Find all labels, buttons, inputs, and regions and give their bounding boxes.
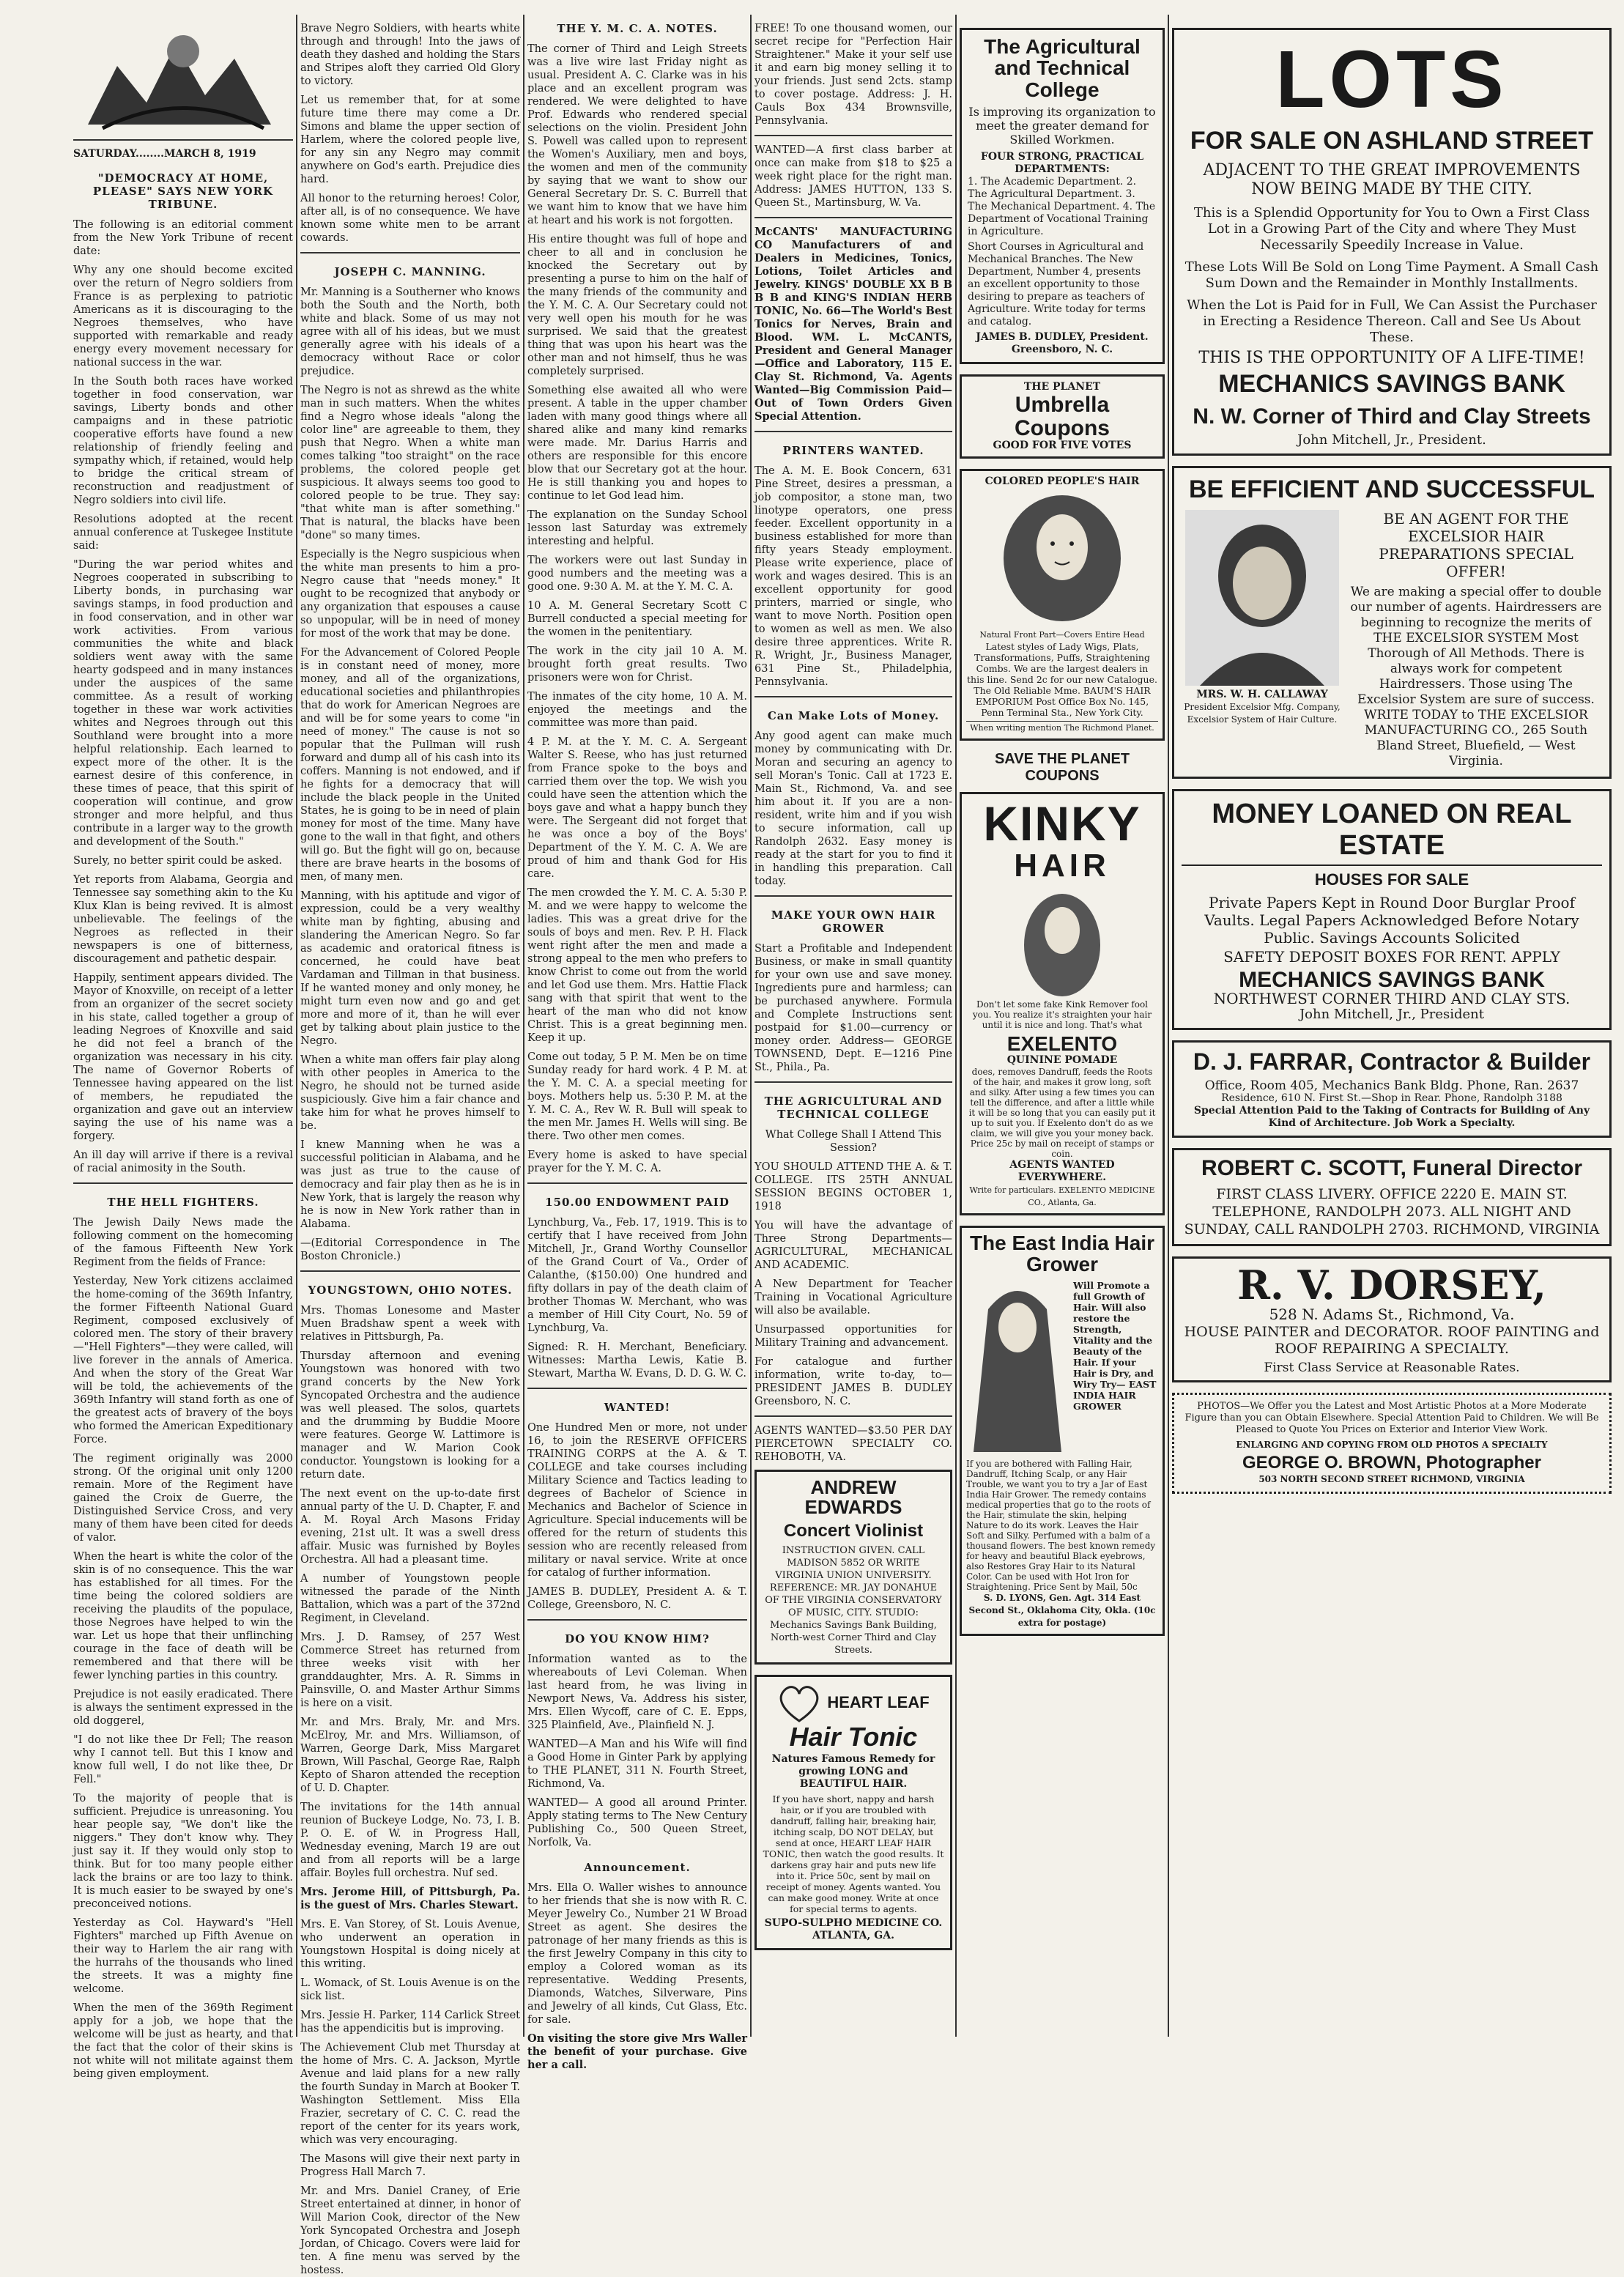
ad-title: The East India Hair Grower xyxy=(969,1232,1155,1276)
article-paragraph: Mrs. Thomas Lonesome and Master Muen Bradshaw spent a week with relatives in Pittsburgh, Pa. xyxy=(300,1305,520,1343)
column-1 xyxy=(73,22,293,2080)
column-rule xyxy=(523,15,524,2037)
column-rule xyxy=(955,15,957,2037)
ad-line: This is a Splendid Opportunity for You to Own a First Class Lot in a Growing Part of the City and where They Must Necessarily Speedily Increase in Value. xyxy=(1193,204,1590,253)
ad-note: When writing mention The Richmond Planet. xyxy=(966,721,1158,734)
article-paragraph: Every home is asked to have special prayer for the Y. M. C. A. xyxy=(527,1149,747,1174)
column-4 xyxy=(754,22,952,2029)
article-paragraph: To the majority of people that is sufficient. Prejudice is unreasoning. You hear people say, "We don't like the niggers." They don't know why. They just say it. If they would only stop to think. But for too many people either lack the brains or are too lazy to think. It is much easier to be swayed by one's preconceived notions. xyxy=(73,1793,293,1910)
article-paragraph: Mrs. J. D. Ramsey, of 257 West Commerce Street has returned from three weeks visit with her granddaughter, Mrs. A. R. Simms in Painsville, O. and Master Arthur Simms is here on a visit. xyxy=(300,1632,520,1709)
column-rule xyxy=(750,15,752,2037)
article-paragraph: 4 P. M. at the Y. M. C. A. Sergeant Walter S. Reese, who has just returned from France spoke to the boys and carried them over the top. We wish you could have seen the attention which the boys gave and what a happy bunch they were. The Sergeant did not forget that he was once a boy of the Boys' Department of the Y. M. C. A. We are proud of him and thank God for His care. xyxy=(527,736,747,880)
classified-ad: What College Shall I Attend This Session? xyxy=(765,1129,942,1154)
ad-brand: EXELENTO xyxy=(1006,1032,1118,1055)
ad-address: 503 NORTH SECOND STREET RICHMOND, VIRGINIA xyxy=(1258,1474,1525,1485)
ad-title: The Agricultural and Technical College xyxy=(984,35,1141,101)
ad-president: John Mitchell, Jr., President xyxy=(1299,1006,1485,1022)
article-paragraph: Mrs. E. Van Storey, of St. Louis Avenue, who underwent an operation in Youngstown Hospital is doing nicely at this writing. xyxy=(300,1919,520,1970)
article-paragraph: Signed: R. H. Merchant, Beneficiary. Witnesses: Martha Lewis, Katie B. Stewart, Martha W. Evans, D. D. G. W. C. xyxy=(527,1341,747,1380)
article-paragraph: Especially is the Negro suspicious when the white man presents to him a pro-Negro cause that "needs money." It ought to be recognized that anybody or any organization that espouses a cause so unpopular, will be in need of money for most of the work that may be done. xyxy=(300,549,520,640)
ad-address: NORTHWEST CORNER THIRD AND CLAY STS. xyxy=(1213,989,1571,1007)
ad-body: If you have short, nappy and harsh hair, or if you are troubled with dandruff, falling hair, breaking hair, itching scalp, DO NOT DELAY, but send at once, HEART LEAF HAIR TONIC, then watch the good results. It darkens gray hair and puts new life into it. Price 50c, sent by mail on receipt of money. Agents wanted. You can make good money. Write at once for special terms to agents. xyxy=(763,1793,944,1915)
article-paragraph: The regiment originally was 2000 strong. Of the original unit only 1200 remain. More of the Regiment have gained the Croix de Guerre, the Distinguished Service Cross, and very many of them have been cited for deeds of valor. xyxy=(73,1453,293,1544)
section-divider xyxy=(754,431,952,432)
ad-line: Special Attention Paid to the Taking of Contracts for Building of Any Kind of Architecture. Job Work a Specialty. xyxy=(1193,1104,1590,1129)
ad-body: If you are bothered with Falling Hair, Dandruff, Itching Scalp, or any Hair Trouble, we want you to try a Jar of East India Hair Grower. The remedy contains medical properties that go to the roots of the Hair, stimulate the skin, helping Nature to do its work. Leaves the Hair Soft and Silky. Perfumed with a balm of a thousand flowers. The best known remedy for heavy and beautiful Black eyebrows, also Restores Gray Hair to its Natural Color. Can be used with Hot Iron for Straightening. Price Sent by Mail, 50c xyxy=(966,1458,1156,1592)
classified-ad: Unsurpassed opportunities for Military Training and advancement. xyxy=(754,1324,952,1349)
section-divider xyxy=(754,1415,952,1417)
ad-colored-peoples-hair xyxy=(960,469,1165,741)
article-paragraph: 10 A. M. General Secretary Scott C Burrell conducted a special meeting for the women in the penitentiary. xyxy=(527,600,747,638)
classified-ad: AGENTS WANTED—$3.50 PER DAY PIERCETOWN SPECIALTY CO. REHOBOTH, VA. xyxy=(754,1425,952,1463)
ad-address: N. W. Corner of Third and Clay Streets xyxy=(1193,404,1591,429)
ad-line: These Lots Will Be Sold on Long Time Payment. A Small Cash Sum Down and the Remainder in Monthly Installments. xyxy=(1184,259,1599,291)
ad-row xyxy=(966,1280,1158,1456)
ad-text-block xyxy=(1350,510,1602,769)
ad-subtitle: Concert Violinist xyxy=(783,1520,924,1541)
ad-title-2: HAIR xyxy=(1014,848,1111,884)
ad-sub: GOOD FOR FIVE VOTES xyxy=(993,440,1132,452)
article-paragraph: WANTED—A Man and his Wife will find a Good Home in Ginter Park by applying to THE PLANET, 311 N. Fourth Street, Richmond, Va. xyxy=(527,1739,747,1790)
article-paragraph: L. Womack, of St. Louis Avenue is on the sick list. xyxy=(300,1977,520,2002)
classified-ad: FREE! To one thousand women, our secret recipe for "Perfection Hair Straightener." Make it your self use it and earn big money selling it to your friends. Just send 2cts. stamp to cover postage. Address: J. H. Cauls Box 434 Brownsville, Pennsylvania. xyxy=(754,23,952,127)
ad-brand: HEART LEAF xyxy=(827,1693,930,1712)
article-paragraph: Resolutions adopted at the recent annual conference at Tuskegee Institute said: xyxy=(73,514,293,552)
section-divider xyxy=(754,1081,952,1083)
section-divider xyxy=(754,135,952,136)
woman-portrait-icon xyxy=(1000,492,1124,624)
ad-body: Don't let some fake Kink Remover fool you. You realize it's straighten your hair until it is nice and long. That's what xyxy=(972,999,1152,1030)
article-paragraph: The next event on the up-to-date first annual party of the U. D. Chapter, F. and A. M. Royal Arch Masons Friday evening, 21st ult. It was a swell dress affair. Music was furnished by Boyles Orchestra. All had a pleasant time. xyxy=(300,1488,520,1566)
ad-title: R. V. DORSEY, xyxy=(1237,1261,1546,1308)
article-paragraph: All honor to the returning heroes! Color, after all, is of no consequence. We have known some white men to be arrant cowards. xyxy=(300,193,520,244)
classified-ad: A New Department for Teacher Training in Vocational Agriculture will also be available. xyxy=(754,1278,952,1317)
ad-title: Umbrella Coupons xyxy=(1015,393,1110,440)
column-6 xyxy=(1172,22,1612,2029)
ad-top: THE PLANET xyxy=(1023,381,1101,393)
ad-body: Private Papers Kept in Round Door Burglar Proof Vaults. Legal Papers Acknowledged Before Notary Public. Savings Accounts Solicited xyxy=(1204,893,1579,947)
ad-title: ROBERT C. SCOTT, Funeral Director xyxy=(1201,1155,1583,1180)
article-paragraph: His entire thought was full of hope and cheer to all and in conclusion he knocked the Secretary out by presenting a purse to him on the half of the many friends of the community and the Y. M. C. A. Our Secretary could not very well open his mouth for he was surprised. We said that the greatest thing that was upon his heart was the other man and not himself, thus he was completely surprised. xyxy=(527,234,747,377)
section-divider xyxy=(527,1182,747,1184)
section-divider xyxy=(300,1270,520,1272)
article-paragraph: JAMES B. DUDLEY, President A. & T. College, Greensboro, N. C. xyxy=(527,1586,747,1611)
ad-be-efficient xyxy=(1172,466,1612,779)
ad-subhead: FOUR STRONG, PRACTICAL DEPARTMENTS: xyxy=(980,151,1144,176)
section-divider xyxy=(527,1619,747,1621)
article-paragraph: The men crowded the Y. M. C. A. 5:30 P. M. and we were happy to welcome the ladies. This was a great drive for the souls of boys and men. Rev. P. H. Flack went right after the men and made a strong appeal to the men who prefers to know Christ to come out from the world and let God use them. Mrs. Hattie Flack sang with that spirit that went to the heart of the man who did not know Christ. This is a great beginning men. Keep it up. xyxy=(527,887,747,1044)
ad-heart-leaf xyxy=(754,1675,952,1951)
article-paragraph: The work in the city jail 10 A. M. brought forth great results. Two prisoners were won for Christ. xyxy=(527,645,747,684)
ad-robert-scott-funeral xyxy=(1172,1148,1612,1246)
headline: DO YOU KNOW HIM? xyxy=(565,1632,710,1645)
masthead-illustration-icon xyxy=(73,22,293,136)
headline: WANTED! xyxy=(604,1401,671,1414)
ad-line: ADJACENT TO THE GREAT IMPROVEMENTS NOW BEING MADE BY THE CITY. xyxy=(1203,160,1581,199)
headline: THE AGRICULTURAL AND TECHNICAL COLLEGE xyxy=(764,1095,943,1121)
article-paragraph: Happily, sentiment appears divided. The Mayor of Knoxville, on receipt of a letter from an organizer of the secret society in his state, called together a group of leading Negroes of Knoxville and said he did not feel a branch of the organization was necessary in his city. The name of Governor Roberts of Tennessee having appeared on the list of members, he repudiated the organization and gave out an interview saying the use of his name was a forgery. xyxy=(73,972,293,1142)
article-paragraph: An ill day will arrive if there is a revival of racial animosity in the South. xyxy=(73,1149,293,1174)
headline: JOSEPH C. MANNING. xyxy=(334,265,486,278)
ad-body: Latest styles of Lady Wigs, Plats, Transformations, Puffs, Straightening Combs. We are the largest dealers in this line. Send 2c for our new Catalogue. The Old Reliable Mme. BAUM'S HAIR EMPORIUM Post Office Box No. 145, Penn Terminal Sta., New York City. xyxy=(967,641,1157,719)
ad-tagline: Natures Famous Remedy for growing LONG and BEAUTIFUL HAIR. xyxy=(771,1753,935,1791)
article-paragraph: When a white man offers fair play along with other peoples in America to the Negro, he should not be turned aside suspiciously. Give him a fair chance and take him for what he proves himself to be. xyxy=(300,1054,520,1132)
ad-line: ENLARGING AND COPYING FROM OLD PHOTOS A SPECIALTY xyxy=(1236,1440,1548,1451)
ad-list: 1. The Academic Department. 2. The Agricultural Department. 3. The Mechanical Department. 4. The Department of Vocational Training in Agriculture. xyxy=(968,176,1156,238)
article-paragraph: The invitations for the 14th annual reunion of Buckeye Lodge, No. 73, I. B. P. O. E. of W. in Progress Hall, Wednesday evening, March 19 are out and from all reports will be a large affair. Boyles full orchestra. Nuf sed. xyxy=(300,1802,520,1879)
ad-title: GEORGE O. BROWN, Photographer xyxy=(1242,1453,1541,1473)
article-paragraph: One Hundred Men or more, not under 16, to join the RESERVE OFFICERS TRAINING CORPS at the A. & T. COLLEGE and take courses including Military Science and Tactics leading to degrees of Bachelor of Science in Mechanics and Bachelor of Science in Agriculture. Special inducements will be offered for the return of students this session who are recently released from military or naval service. Write at once for catalog of further information. xyxy=(527,1422,747,1579)
ad-title: BE EFFICIENT AND SUCCESSFUL xyxy=(1188,475,1595,503)
ad-maker: SUPO-SULPHO MEDICINE CO. ATLANTA, GA. xyxy=(764,1917,943,1942)
heart-leaf-icon xyxy=(777,1683,821,1723)
ad-title: MONEY LOANED ON REAL ESTATE xyxy=(1182,799,1602,866)
ad-signature: JAMES B. DUDLEY, President. Greensboro, N. C. xyxy=(976,331,1149,356)
article-paragraph: Brave Negro Soldiers, with hearts white through and through! Into the jaws of death they dashed and holding the Stars and Stripes aloft they carried Old Glory to victory. xyxy=(300,23,520,87)
ad-president: John Mitchell, Jr., President. xyxy=(1297,432,1486,448)
portrait-name: MRS. W. H. CALLAWAY xyxy=(1196,688,1328,700)
classified-ad: For catalogue and further information, write to-day, to— PRESIDENT JAMES B. DUDLEY Greensboro, N. C. xyxy=(754,1356,952,1407)
article-paragraph: Surely, no better spirit could be asked. xyxy=(73,855,283,867)
classified-ad: McCANTS' MANUFACTURING CO Manufacturers of and Dealers in Medicines, Tonics, Lotions, Toilet Articles and Jewelry. KINGS' DOUBLE XX B B B B and KING'S INDIAN HERB TONIC, No. 66—The World's Best Tonics for Nerves, Brain and Blood. WM. L. McCANTS, President and General Manager—Office and Laboratory, 115 E. Clay St. Richmond, Va. Agents Wanted—Big Commission Paid—Out of Town Orders Given Special Attention. xyxy=(754,226,952,423)
ad-body: HOUSE PAINTER and DECORATOR. ROOF PAINTING and ROOF REPAIRING A SPECIALTY. xyxy=(1184,1324,1600,1358)
ad-lots-for-sale xyxy=(1172,28,1612,456)
ad-body: PHOTOS—We Offer you the Latest and Most Artistic Photos at a More Moderate Figure than you can Obtain Elsewhere. Special Attention Paid to Children. We will Be Pleased to Quote You Prices on Exterior and Interior View Work. xyxy=(1184,1401,1599,1436)
article-paragraph: The Negro is not as shrewd as the white man in such matters. When the whites find a Negro whose ideals "along the color line" are agreeable to them, they push that Negro. When a white man comes talking "too straight" on the race problems, the colored people get suspicious. It always seems too good to colored people to be true. They say: "that white man is after something." That is natural, the blacks have been "done" so many times. xyxy=(300,385,520,541)
classified-ad: Start a Profitable and Independent Business, or make in small quantity for your own use and save money. Ingredients pure and harmless; can be purchased anywhere. Formula and Complete Instructions sent postpaid for $1.00—currency or money order. Address— GEORGE TOWNSEND, Dept. E—1216 Pine St., Phila., Pa. xyxy=(754,943,952,1073)
article-paragraph: Manning, with his aptitude and vigor of expression, could be a very wealthy white man by fighting, abusing and slandering the American Negro. So far as academic and oratorical fitness is concerned, he could have beat Vardaman and Tillman in that business. If he wanted money and only money, he might turn even now and go and get more and more of it, than he will ever get by talking about plain justice to the Negro. xyxy=(300,890,520,1047)
editorial-masthead-emblem xyxy=(73,22,293,141)
article-paragraph: The explanation on the Sunday School lesson last Saturday was extremely interesting and helpful. xyxy=(527,509,747,547)
headline: PRINTERS WANTED. xyxy=(782,444,924,457)
ad-address: 528 N. Adams St., Richmond, Va. xyxy=(1269,1306,1515,1324)
classified-ad: The A. M. E. Book Concern, 631 Pine Street, desires a pressman, a job compositor, a stone man, two linotype operators, one press feeder. Excellent opportunity in a business established for more than fifty years Steady employment. Please write experience, place of work and wages desired. This is an excellent opportunity for good printers, married or single, who want to move North. Position open to women as well as men. We also desire three apprentices. Write R. R. Wright, Jr., Business Manager, 631 Pine St., Philadelphia, Pennsylvania. xyxy=(754,465,952,688)
article-paragraph: "During the war period whites and Negroes cooperated in subscribing to Liberty bonds, in purchasing war savings stamps, in food production and in food conservation, and in other war work activities. From various communities the white and black soldiers went away with the same hearty godspeed and in many instances under the auspices of the same committee. As a result of working together in these war work activities whites and Negroes through out this Southland were brought into a more helpful relationship. Each learned to expect more of the other. It is the earnest desire of this conference, in these times of peace, that this spirit of cooperation will continue, and grow stronger and more helpful, and thus contribute in a larger way to the growth and development of the South." xyxy=(73,559,293,848)
article-paragraph: The Jewish Daily News made the following comment on the homecoming of the famous Fifteenth New York Regiment from the fields of France: xyxy=(73,1217,293,1268)
article-paragraph: Information wanted as to the whereabouts of Levi Coleman. When last heard from, he was living in Newport News, Va. Address his sister, Mrs. Ellen Wycoff, care of C. E. Epps, 325 Plainfield, Ave., Plainfield N. J. xyxy=(527,1654,747,1731)
portrait-photo-icon xyxy=(1185,510,1339,686)
article-paragraph: The following is an editorial comment from the New York Tribune of recent date: xyxy=(73,219,293,257)
article-paragraph: Mrs. Jessie H. Parker, 114 Carlick Street has the appendicitis but is improving. xyxy=(300,2010,520,2035)
section-divider xyxy=(73,1182,293,1184)
article-paragraph: When the men of the 369th Regiment apply for a job, we hope that the welcome will be just as hearty, and that the fact that the color of their skins is not white will not militate against them being given employment. xyxy=(73,2002,293,2080)
article-paragraph: —(Editorial Correspondence in The Boston Chronicle.) xyxy=(300,1237,520,1262)
ad-agricultural-college xyxy=(960,28,1165,364)
ad-line: THIS IS THE OPPORTUNITY OF A LIFE-TIME! xyxy=(1198,348,1585,367)
ad-title: KINKY xyxy=(983,796,1141,851)
headline: YOUNGSTOWN, OHIO NOTES. xyxy=(308,1284,513,1297)
issue-date: SATURDAY........MARCH 8, 1919 xyxy=(73,148,256,160)
article-paragraph: In the South both races have worked together in food conservation, war savings, Liberty bonds and other campaigns and in these patriotic cooperative efforts have found a new relationship of friendly feeling and sympathy which, if retained, would help to bridge the critical stream of reconstruction and readjustment of Negro soldiers into civil life. xyxy=(73,376,293,506)
article-paragraph: I knew Manning when he was a successful politician in Alabama, and he was just as true to the cause of democracy and fair play then as he is in New York, that is largely the reason why he is now in New York rather than in Alabama. xyxy=(300,1139,520,1230)
article-paragraph: Why any one should become excited over the return of Negro soldiers from France is as perplexing to patriotic Americans as it is discouraging to the Negroes themselves, who have supported with remarkable and ready energy every movement necessary for national success in the war. xyxy=(73,264,293,369)
ad-title: Hair Tonic xyxy=(789,1721,918,1752)
classified-ad: You will have the advantage of Three Strong Departments— AGRICULTURAL, MECHANICAL AND ACADEMIC. xyxy=(754,1220,952,1271)
column-2 xyxy=(300,22,520,2276)
article-paragraph: The corner of Third and Leigh Streets was a live wire last Friday night as usual. President A. C. Clarke was in his place and an excellent program was rendered. We were delighted to have Prof. Edwards who rendered special selections on the violin. President John S. Powell was called upon to represent the Women's Auxiliary, men and boys, the women and men of the community by saying that we want to show our General Secretary Dr. S. C. Burrell that we want him to know that we have him at heart and his work is not forgotten. xyxy=(527,43,747,226)
headline: "DEMOCRACY AT HOME, PLEASE" SAYS NEW YORK TRIBUNE. xyxy=(92,171,274,211)
article-paragraph: Come out today, 5 P. M. Men be on time Sunday ready for hard work. 4 P. M. at the Y. M. C. A. a special meeting for boys. Mothers help us. 5:30 P. M. at the Y. M. C. A., Rev W. R. Bull will speak to the men Mr. James H. Wells will sing. Be there. Two other men comes. xyxy=(527,1051,747,1142)
headline: THE HELL FIGHTERS. xyxy=(107,1196,259,1209)
ad-side-text: Will Promote a full Growth of Hair. Will also restore the Strength, Vitality and the Beauty of the Hair. If your Hair is Dry, and Wiry Try— EAST INDIA HAIR GROWER xyxy=(1073,1279,1157,1412)
article-paragraph: Mr. and Mrs. Daniel Craney, of Erie Street entertained at dinner, in honor of Will Marion Cook, director of the New York Syncopated Orchestra and Joseph Jordan, of Chicago. Covers were laid for ten. A fine menu was served by the hostess. xyxy=(300,2185,520,2276)
ad-kinky-hair xyxy=(960,792,1165,1215)
article-paragraph: A number of Youngstown people witnessed the parade of the Ninth Battalion, which was a part of the 372nd Regiment, in Cleveland. xyxy=(300,1573,520,1624)
ad-title: COLORED PEOPLE'S HAIR xyxy=(985,475,1140,488)
ad-row xyxy=(1182,510,1602,769)
ad-subtitle: FOR SALE ON ASHLAND STREET xyxy=(1190,126,1594,155)
ad-brand-row xyxy=(763,1683,944,1723)
ad-umbrella-coupons xyxy=(960,374,1165,459)
article-paragraph: Yesterday, New York citizens acclaimed the home-coming of the 369th Infantry, the former Fifteenth National Guard Regiment, composed exclusively of colored men. The story of their bravery—"Hell Fighters"—they were called, will live forever in the annals of America. And when the story of the Great War will be told, the achievements of the 369th Infantry will stand forth as one of the greatest acts of bravery of the boys who formed the American Expeditionary Force. xyxy=(73,1276,293,1445)
ad-rv-dorsey xyxy=(1172,1256,1612,1383)
woman-portrait-icon xyxy=(1018,886,1106,996)
ad-maker: S. D. LYONS, Gen. Agt. 314 East Second St., Oklahoma City, Okla. (10c extra for postage) xyxy=(968,1592,1156,1628)
article-paragraph: Mrs. Ella O. Waller wishes to announce to her friends that she is now with R. C. Meyer Jewelry Co., Number 21 W Broad Street as agent. She desires the patronage of her many friends as this is the first Jewelry Company in this city to employ a Colored woman as its representative. Wedding Presents, Diamonds, Watches, Silverware, Pins and Jewelry of all kinds, Cut Glass, Etc. for sale. xyxy=(527,1882,747,2026)
headline: THE Y. M. C. A. NOTES. xyxy=(557,22,718,35)
column-rule xyxy=(1168,15,1169,2037)
section-divider xyxy=(754,696,952,697)
article-paragraph: Mr. Manning is a Southerner who knows both the South and the North, both white and black. Some of us may not agree with all of his ideas, but we must generally agree with his ideals of a democracy without Race or color prejudice. xyxy=(300,286,520,377)
ad-caption: Natural Front Part—Covers Entire Head xyxy=(979,630,1145,640)
ad-title: ANDREW EDWARDS xyxy=(804,1476,902,1519)
column-rule xyxy=(296,15,297,2037)
ad-line: Office, Room 405, Mechanics Bank Bldg. Phone, Ran. 2637 xyxy=(1204,1078,1579,1093)
ad-body: FIRST CLASS LIVERY. OFFICE 2220 E. MAIN ST. TELEPHONE, RANDOLPH 2073. ALL NIGHT AND SUNDAY, CALL RANDOLPH 2703. RICHMOND, VIRGINIA xyxy=(1184,1185,1600,1237)
classified-ad: Any good agent can make much money by communicating with Dr. Moran and securing an agency to sell Moran's Tonic. Call at 1723 E. Main St., Richmond, Va. and see him about it. If you are a non-resident, write him and if you wish to secure information, call up Randolph 2632. Easy money is ready at the start for you to find it in handling this preparation. Call today. xyxy=(754,730,952,887)
ad-money-loaned xyxy=(1172,789,1612,1030)
ad-maker: Write for particulars. EXELENTO MEDICINE CO., Atlanta, Ga. xyxy=(969,1185,1155,1208)
article-paragraph: Mr. and Mrs. Braly, Mr. and Mrs. McElroy, Mr. and Mrs. Williamson, of Warren, George Dark, Miss Margaret Brown, Will Paschal, George Rae, Ralph Kepto of Sharon attended the reception of U. D. Chapter. xyxy=(300,1717,520,1794)
article-paragraph: The inmates of the city home, 10 A. M. enjoyed the meetings and the committee was more than paid. xyxy=(527,691,747,729)
ad-title: LOTS xyxy=(1275,34,1508,125)
ad-farrar-contractor xyxy=(1172,1040,1612,1138)
ad-body: INSTRUCTION GIVEN. CALL MADISON 5852 OR WRITE VIRGINIA UNION UNIVERSITY. REFERENCE: MR. JAY DONAHUE OF THE VIRGINIA CONSERVATORY OF MUSIC, CITY. STUDIO: Mechanics Savings Bank Building, North-west Corner Third and Clay Streets. xyxy=(765,1544,942,1656)
headline: Announcement. xyxy=(584,1861,691,1874)
article-paragraph: Prejudice is not easily eradicated. There is always the sentiment expressed in the old doggerel, xyxy=(73,1689,293,1727)
headline: 150.00 ENDOWMENT PAID xyxy=(545,1196,730,1209)
section-divider xyxy=(754,217,952,218)
classified-ad: YOU SHOULD ATTEND THE A. & T. COLLEGE. ITS 25TH ANNUAL SESSION BEGINS OCTOBER 1, 1918 xyxy=(754,1161,952,1212)
headline: Can Make Lots of Money. xyxy=(767,709,940,722)
ad-line: SAFETY DEPOSIT BOXES FOR RENT. APPLY xyxy=(1223,947,1560,966)
article-paragraph: Yet reports from Alabama, Georgia and Tennessee say something akin to the Ku Klux Klan is being revived. It is almost unbelievable. The feelings of the Negroes as reflected in their newspapers is one of bitterness, discouragement and pathetic despair. xyxy=(73,874,293,965)
ad-line: When the Lot is Paid for in Full, We Can Assist the Purchaser in Erecting a Residence Thereon. Call and See Us About These. xyxy=(1187,297,1597,345)
ad-east-india-hair-grower xyxy=(960,1226,1165,1636)
article-paragraph: Thursday afternoon and evening Youngstown was honored with two grand concerts by the New York Syncopated Orchestra and the audience was well pleased. The solos, quartets and the drumming by Buddie Moore were features. George W. Lattimore is manager and W. Marion Cook conductor. Youngstown is looking for a return date. xyxy=(300,1350,520,1481)
article-paragraph: WANTED— A good all around Printer. Apply stating terms to The New Century Publishing Co., 500 Queen Street, Norfolk, Va. xyxy=(527,1797,747,1848)
column-5 xyxy=(960,22,1165,2029)
article-paragraph: The Masons will give their next party in Progress Hall March 7. xyxy=(300,2153,520,2178)
ad-body: BE AN AGENT FOR THE EXCELSIOR HAIR PREPARATIONS SPECIAL OFFER! xyxy=(1379,509,1573,580)
ad-body: We are making a special offer to double our number of agents. Hairdressers are beginning to recognize the merits of THE EXCELSIOR SYSTEM Most Thorough of All Methods. There is always work for competent Hairdressers. Those using The Excelsior System are sure of success. WRITE TODAY to THE EXCELSIOR MANUFACTURING CO., 265 South Bland Street, Bluefield, — West Virginia. xyxy=(1350,584,1602,769)
article-paragraph: "I do not like thee Dr Fell; The reason why I cannot tell. But this I know and know full well, I do not like thee, Dr Fell." xyxy=(73,1734,293,1785)
section-divider xyxy=(527,1388,747,1389)
ad-brand-2: QUININE POMADE xyxy=(1006,1054,1118,1067)
ad-body: does, removes Dandruff, feeds the Roots of the hair, and makes it grow long, soft and silky. After using a few times you can tell the difference, and after a little while it will be so long that you can easily put it up to suit you. If Exelento don't do as we claim, we will give you your money back. Price 25c by mail on receipt of stamps or coin. xyxy=(968,1067,1156,1160)
classified-ad: WANTED—A first class barber at once can make from $18 to $25 a week right place for the right man. Address: JAMES HUTTON, 133 S. Queen St., Martinsburg, W. Va. xyxy=(754,144,952,209)
article-paragraph: Something else awaited all who were present. A table in the upper chamber laden with many good things where all shared alike and many kind remarks were made. Mr. Darius Harris and others are responsible for this encore blow that our Secretary got at the hour. He is still thanking you and hopes to continue to let God lead him. xyxy=(527,385,747,502)
article-paragraph: Yesterday as Col. Hayward's "Hell Fighters" marched up Fifth Avenue on their way to Harlem the air rang with the hurrahs of the thousands who lined the streets. It was a mighty fine welcome. xyxy=(73,1917,293,1995)
ad-body: Is improving its organization to meet the greater demand for Skilled Workmen. xyxy=(968,105,1156,147)
article-paragraph: For the Advancement of Colored People is in constant need of money, more money, and all of the organizations, educational societies and philanthropies that do work for American Negroes are and will be for some years to come "in need of money." The cause is not so popular that the Pullman will rush forward and dump all of his cash into its coffers. Manning is not endowed, and if he fights for a democracy that will include the black people in the United States, he is going to be in need of plain money for most of the time. Many have gone to the wall in that fight, and others will go. But the fight will go on, because there are brave hearts in the bosoms of men, of many men. xyxy=(300,647,520,883)
coupons-banner: SAVE THE PLANET COUPONS xyxy=(994,751,1130,785)
ad-bank: MECHANICS SAVINGS BANK xyxy=(1218,369,1565,398)
article-paragraph: Let us remember that, for at some future time there may come a Dr. Simons and blame the upper section of Harlem, where the colored people live, for any sin any Negro may commit anywhere on God's earth. Prejudice dies hard. xyxy=(300,95,520,185)
portrait-role: President Excelsior Mfg. Company, Excelsior System of Hair Culture. xyxy=(1184,701,1341,725)
ad-agents: AGENTS WANTED EVERYWHERE. xyxy=(1009,1159,1115,1184)
ad-bank: MECHANICS SAVINGS BANK xyxy=(1239,967,1545,992)
ad-body: Short Courses in Agricultural and Mechanical Branches. The New Department, Number 4, presents an excellent opportunity to those desiring to prepare as teachers of Agriculture. Write today for terms and catalog. xyxy=(968,241,1146,328)
ad-subtitle: HOUSES FOR SALE xyxy=(1314,870,1469,889)
article-paragraph: Lynchburg, Va., Feb. 17, 1919. This is to certify that I have received from John Mitchell, Jr., Grand Worthy Counsellor of the Grand Court of Va., Order of Calanthe, ($150.00) One hundred and fifty dollars in pay of the death claim of brother Thomas W. Merchant, who was a member of Hill City Court, No. 59 of Lynchburg, Va. xyxy=(527,1217,747,1334)
ad-george-brown-photographer xyxy=(1172,1393,1612,1494)
article-paragraph: The Achievement Club met Thursday at the home of Mrs. C. A. Jackson, Myrtle Avenue and laid plans for a new rally the fourth Sunday in March at Booker T. Washington Settlement. Miss Ella Frazier, secretary of C. C. C. read the report of the center for its years work, which was very encouraging. xyxy=(300,2042,520,2146)
article-paragraph: The workers were out last Sunday in good numbers and the meeting was a good one. 9:30 A. M. at the Y. M. C. A. xyxy=(527,555,747,593)
section-divider xyxy=(300,252,520,253)
ad-line: Residence, 610 N. First St.—Shop in Rear. Phone, Randolph 3188 xyxy=(1221,1092,1562,1104)
column-3 xyxy=(527,22,747,2071)
portrait-block xyxy=(1182,510,1343,769)
section-divider xyxy=(754,895,952,897)
woman-long-hair-icon xyxy=(966,1280,1069,1456)
article-paragraph: Mrs. Jerome Hill, of Pittsburgh, Pa. is the guest of Mrs. Charles Stewart. xyxy=(300,1886,520,1911)
article-paragraph: On visiting the store give Mrs Waller the benefit of your purchase. Give her a call. xyxy=(527,2032,747,2071)
article-paragraph: When the heart is white the color of the skin is of no consequence. This the war has established for all times. For the time being the colored soldiers are receiving the plaudits of the populace, those Negroes have helped to win the war. Let us hope that their unflinching courage in the face of death will be remembered and that there will be fewer lynching parties in this country. xyxy=(73,1551,293,1681)
ad-andrew-edwards xyxy=(754,1470,952,1665)
ad-footer: First Class Service at Reasonable Rates. xyxy=(1264,1360,1520,1376)
ad-title: D. J. FARRAR, Contractor & Builder xyxy=(1193,1048,1591,1075)
headline: MAKE YOUR OWN HAIR GROWER xyxy=(771,908,936,935)
